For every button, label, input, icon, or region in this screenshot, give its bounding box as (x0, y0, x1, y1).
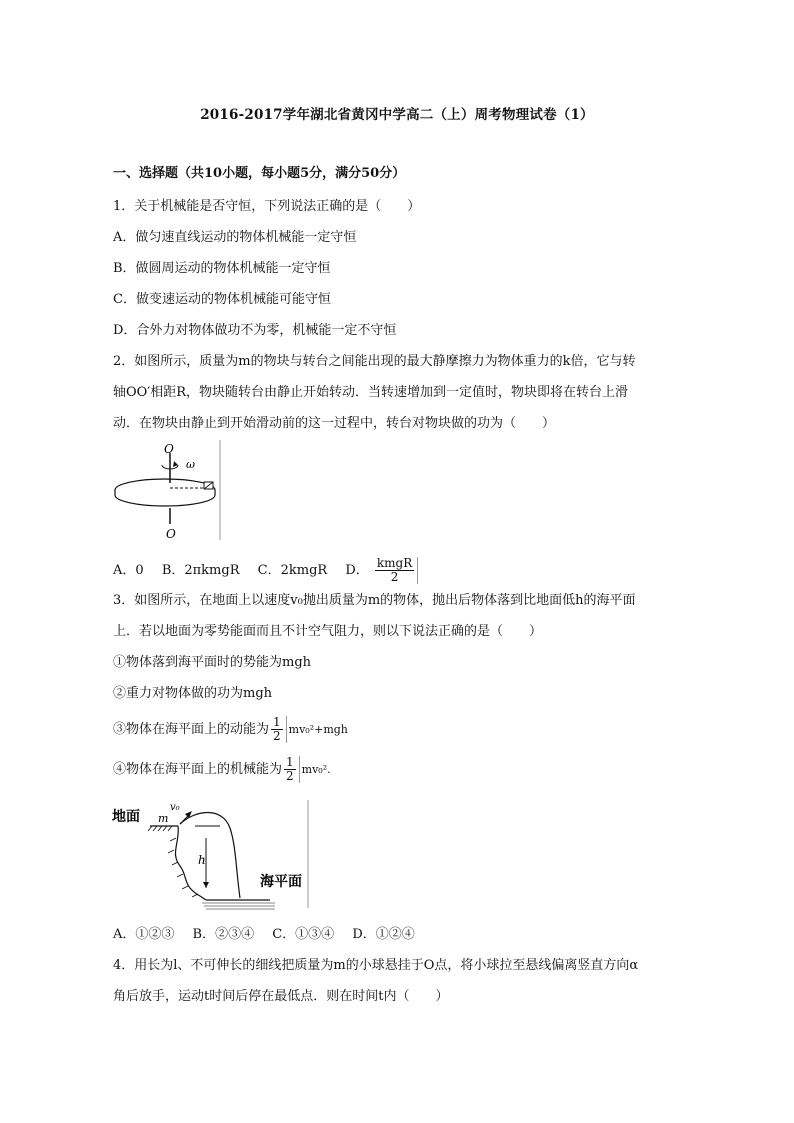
fraction-numerator: 1 (286, 755, 294, 769)
statement-4-suffix: mv₀². (301, 763, 331, 776)
q2-option-d-fraction (375, 557, 418, 584)
q4-line2: 角后放手，运动t时间后停在最低点．则在时间t内（ ） (113, 989, 449, 1004)
q3-statement-1: ①物体落到海平面时的势能为mgh (113, 655, 312, 670)
statement-4-fraction (284, 756, 300, 783)
q1-option-c: C．做变速运动的物体机械能可能守恒 (113, 292, 331, 307)
q2-option-c: C．2kmgR (257, 563, 328, 578)
q2-option-a: A．0 (113, 563, 144, 578)
q3-line2: 上．若以地面为零势能面而且不计空气阻力，则以下说法正确的是（ ） (113, 624, 543, 639)
section-heading: 一、选择题（共10小题，每小题5分，满分50分） (113, 166, 406, 181)
q3-option-a: A．①②③ (113, 927, 175, 942)
q3-options (113, 926, 429, 944)
q2-line3: 动．在物块由静止到开始滑动前的这一过程中，转台对物块做的功为（ ） (113, 416, 556, 431)
q3-statement-3 (113, 716, 348, 743)
height-label: h (198, 853, 206, 867)
q2-option-d-prefix: D． (345, 563, 369, 578)
statement-4-prefix: ④物体在海平面上的机械能为 (113, 762, 283, 777)
omega-label: ω (186, 458, 195, 471)
q2-option-d (345, 556, 420, 584)
q3-statement-2: ②重力对物体做的功为mgh (113, 686, 273, 701)
fraction-numerator: 1 (273, 715, 281, 729)
fraction-numerator: kmgR (376, 556, 413, 570)
fraction-denominator: 2 (390, 570, 399, 584)
fraction-denominator: 2 (286, 769, 294, 783)
q1-stem: 1．关于机械能是否守恒，下列说法正确的是（ ） (113, 199, 421, 214)
cliff-sea-figure (110, 798, 315, 913)
q2-line1: 2．如图所示，质量为m的物块与转台之间能出现的最大静摩擦力为物体重力的k倍，它与转 (113, 354, 636, 369)
fraction-denominator: 2 (273, 729, 281, 743)
q2-line2: 轴OO′相距R，物块随转台由静止开始转动．当转速增加到一定值时，物块即将在转台上滑 (113, 385, 629, 400)
q4-line1: 4．用长为l、不可伸长的细线把质量为m的小球悬挂于O点，将小球拉至悬线偏离竖直方向α (113, 958, 639, 973)
q1-option-a: A．做匀速直线运动的物体机械能一定守恒 (113, 230, 357, 245)
mass-label: m (158, 812, 169, 825)
q1-option-d: D．合外力对物体做功不为零，机械能一定不守恒 (113, 323, 397, 338)
q3-line1: 3．如图所示，在地面上以速度v₀抛出质量为m的物体，抛出后物体落到比地面低h的海平面 (113, 593, 636, 608)
q3-statement-4 (113, 756, 331, 783)
q3-option-d: D．①②④ (352, 927, 415, 942)
q2-option-b: B．2πkmgR (161, 563, 240, 578)
axis-label-bottom: O (166, 527, 176, 540)
velocity-label: v₀ (170, 802, 180, 813)
page-title: 2016-2017学年湖北省黄冈中学高二（上）周考物理试卷（1） (200, 107, 594, 123)
statement-3-suffix: mv₀²+mgh (288, 723, 348, 736)
turntable-figure (110, 440, 225, 540)
ground-label: 地面 (112, 809, 140, 825)
q2-options (113, 557, 420, 584)
q3-option-b: B．②③④ (192, 927, 255, 942)
statement-3-prefix: ③物体在海平面上的动能为 (113, 722, 270, 737)
q3-option-c: C．①③④ (272, 927, 335, 942)
q1-option-b: B．做圆周运动的物体机械能一定守恒 (113, 261, 331, 276)
sea-level-label: 海平面 (260, 874, 302, 890)
axis-label-top: O (164, 442, 174, 456)
statement-3-fraction (271, 716, 287, 743)
